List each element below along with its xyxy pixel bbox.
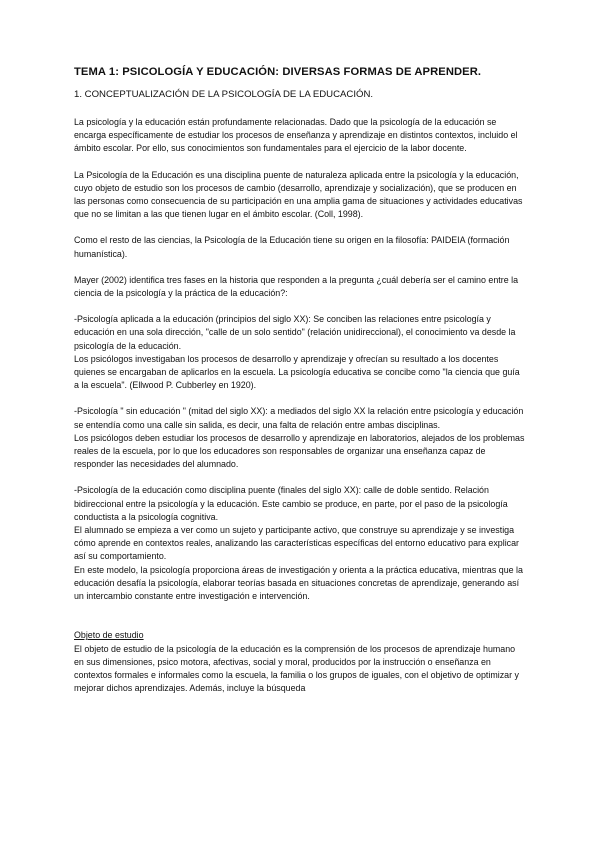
document-title: TEMA 1: PSICOLOGÍA Y EDUCACIÓN: DIVERSAS FORMAS DE APRENDER. (74, 66, 482, 78)
phase-without-education (74, 405, 526, 471)
paragraph-definition: La Psicología de la Educación es una disciplina puente de naturaleza aplicada entre la psicología y la educación, cuyo objeto de estudio son los procesos de cambio (desarrollo, aprendizaje y socialización), que se producen en las personas como consecuencia de su participación en una amplia gama de situaciones y actividades educativas que no se limitan a las que tienen lugar en el ámbito escolar. (Coll, 1998). (74, 169, 523, 220)
section-heading: 1. CONCEPTUALIZACIÓN DE LA PSICOLOGÍA DE LA EDUCACIÓN. (74, 89, 374, 100)
phase-bridge-text: -Psicología de la educación como disciplina puente (finales del siglo XX): calle de doble sentido. Relación bidireccional entre la psicología y la educación. Este cambio se produce, en parte, por el paso de la psicología conductista a la psicología cognitiva. (74, 485, 508, 522)
paragraph-origin: Como el resto de las ciencias, la Psicología de la Educación tiene su origen en la filosofía: PAIDEIA (formación humanística). (74, 235, 510, 259)
phase-applied-text: -Psicología aplicada a la educación (principios del siglo XX): Se conciben las relaciones entre psicología y educación en una sola dirección, "calle de un solo sentido" (relación unidireccional), el conocimiento va desde la psicología de la educación. (74, 314, 516, 351)
phase-bridge-text: En este modelo, la psicología proporciona áreas de investigación y orienta a la práctica educativa, mientras que la educación desafía la psicología, elaborar teorías basada en situaciones concretas de aprendizaje, generando así un intercambio constante entre investigación e intervención. (74, 564, 523, 602)
phase-applied-text: Los psicólogos investigaban los procesos de desarrollo y aprendizaje y ofrecían su resultado a los docentes quienes se encargaban de aplicarlos en la escuela. La psicología educativa se concibe como "la ciencia que guía a la escuela". (Ellwood P. Cubberley en 1920). (74, 353, 520, 391)
object-of-study-text: El objeto de estudio de la psicología de la educación es la comprensión de los procesos de aprendizaje humano en sus dimensiones, psico motora, afectivas, social y moral, producidos por la instrucción o enseñanza en contextos formales e informales como la escuela, la familia o los grupos de iguales, con el objetivo de optimizar y mejorar dichos aprendizajes. Además, incluye la búsqueda (74, 643, 519, 694)
phase-without-education-text: -Psicología " sin educación " (mitad del siglo XX): a mediados del siglo XX la relación entre psicología y educación se entendía como una calle sin salida, es decir, una falta de relación entre ambas disciplinas. (74, 406, 524, 430)
paragraph-mayer: Mayer (2002) identifica tres fases en la historia que responden a la pregunta ¿cuál debería ser el camino entre la ciencia de la psicología y la práctica de la educación?: (74, 274, 519, 299)
phase-bridge-text: El alumnado se empieza a ver como un sujeto y participante activo, que construye su aprendizaje y se investiga cómo aprende en contextos reales, analizando las características específicas del entorno educativo para explicar así su comportamiento. (74, 525, 519, 562)
object-of-study-heading: Objeto de estudio (74, 630, 144, 641)
phase-without-education-text: Los psicólogos deben estudiar los procesos de desarrollo y aprendizaje en laboratorios, alejados de los problemas reales de la escuela, por lo que los educadores son responsables de organizar una enseñanza capaz de responder las necesidades del alumnado. (74, 432, 525, 470)
phase-applied (74, 313, 526, 392)
phase-bridge (74, 484, 526, 603)
paragraph-intro: La psicología y la educación están profundamente relacionadas. Dado que la psicología de la educación se encarga específicamente de estudiar los procesos de enseñanza y aprendizaje en distintos contextos, incluido el ámbito escolar. Por ello, sus conocimientos son fundamentales para el ejercicio de la labor docente. (74, 117, 518, 154)
